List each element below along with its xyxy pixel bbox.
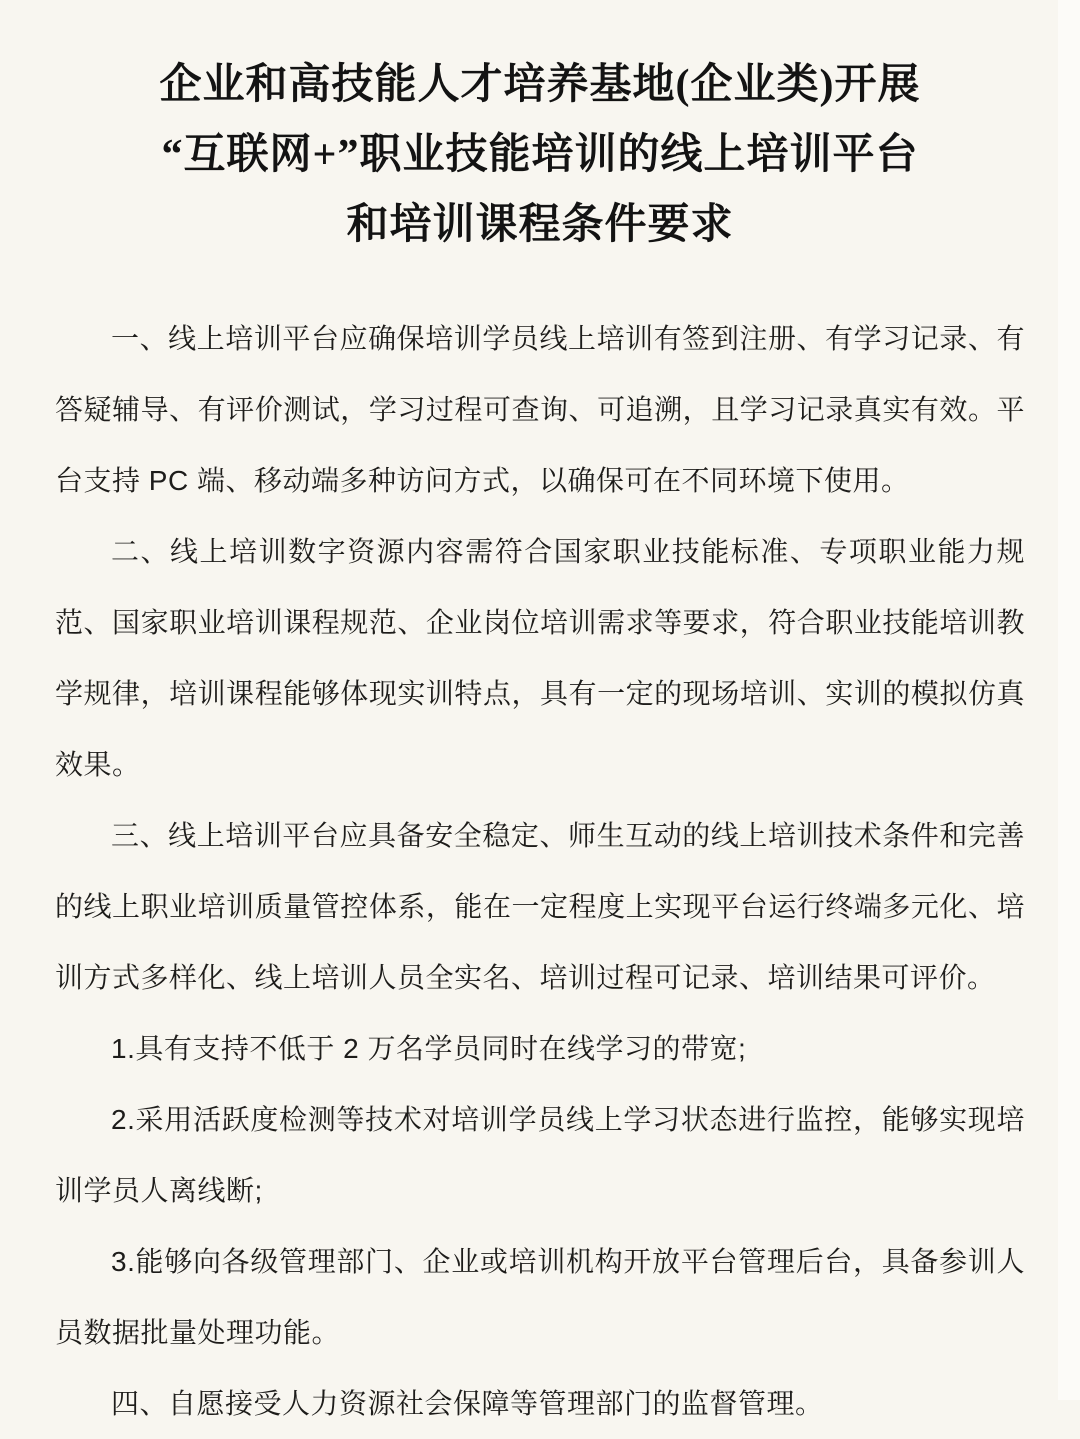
title-line-3: 和培训课程条件要求 — [346, 202, 734, 248]
paragraph-subitem-2: 2.采用活跃度检测等技术对培训学员线上学习状态进行监控，能够实现培训学员人离线断; — [55, 1104, 1025, 1206]
paragraph-item-3: 三、线上培训平台应具备安全稳定、师生互动的线上培训技术条件和完善的线上职业培训质量管控体系，能在一定程度上实现平台运行终端多元化、培训方式多样化、线上培训人员全实名、培训过程可记录、培训结果可评价。 — [55, 820, 1025, 993]
title-line-2: “互联网+”职业技能培训的线上培训平台 — [161, 132, 919, 178]
paragraph-subitem-3: 3.能够向各级管理部门、企业或培训机构开放平台管理后台，具备参训人员数据批量处理功能。 — [55, 1246, 1025, 1348]
paragraph-subitem-1: 1.具有支持不低于 2 万名学员同时在线学习的带宽; — [111, 1033, 747, 1064]
paragraph-item-1: 一、线上培训平台应确保培训学员线上培训有签到注册、有学习记录、有答疑辅导、有评价测试，学习过程可查询、可追溯，且学习记录真实有效。平台支持 PC 端、移动端多种访问方式，以确保可在不同环境下使用。 — [55, 323, 1025, 496]
paragraph-item-2: 二、线上培训数字资源内容需符合国家职业技能标准、专项职业能力规范、国家职业培训课程规范、企业岗位培训需求等要求，符合职业技能培训教学规律，培训课程能够体现实训特点，具有一定的现场培训、实训的模拟仿真效果。 — [55, 536, 1025, 780]
document-title — [55, 50, 1025, 260]
page-edge-highlight — [1058, 0, 1080, 1400]
title-line-1: 企业和高技能人才培养基地(企业类)开展 — [159, 62, 921, 108]
document-body — [55, 303, 1025, 1439]
paragraph-item-4: 四、自愿接受人力资源社会保障等管理部门的监督管理。 — [111, 1388, 824, 1419]
